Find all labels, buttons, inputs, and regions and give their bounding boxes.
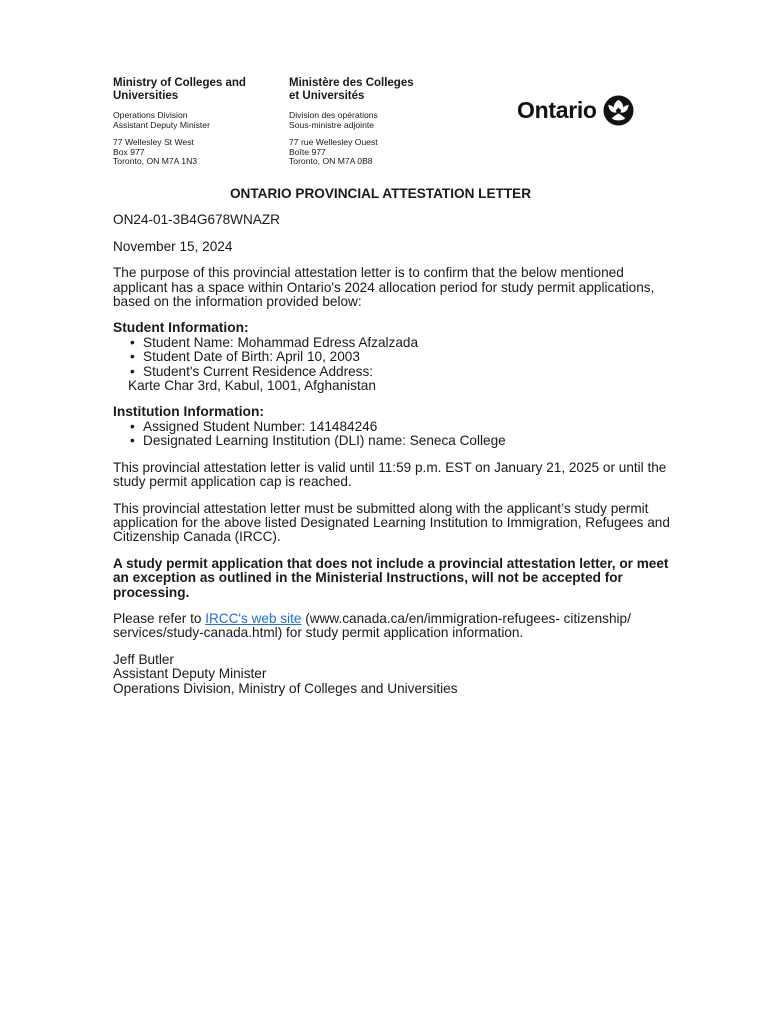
address-fr-line1: 77 rue Wellesley Ouest <box>289 137 378 148</box>
student-name-item: • Student Name: Mohammad Edress Afzalzada <box>130 336 673 350</box>
letter-title: ONTARIO PROVINCIAL ATTESTATION LETTER <box>229 186 532 201</box>
refer-paragraph <box>113 612 673 641</box>
ministry-name-fr-line1: Ministère des Colleges <box>289 77 414 89</box>
address-fr-line2: Boîte 977 <box>289 146 326 157</box>
division-en-line2: Assistant Deputy Minister <box>113 119 210 130</box>
letterhead-french <box>289 77 459 175</box>
ministry-name-fr <box>289 77 459 102</box>
ontario-logo-text: Ontario <box>517 97 597 123</box>
student-address-item: • Student's Current Residence Address: <box>130 365 673 379</box>
division-fr-line1: Division des opérations <box>289 110 378 120</box>
letter-body <box>113 187 673 696</box>
validity-paragraph: This provincial attestation letter is valid until 11:59 p.m. EST on January 21, 2025 or until the study permit application cap is reached. <box>113 459 667 490</box>
address-en-line2: Box 977 <box>113 146 145 157</box>
letterhead-english <box>113 77 283 175</box>
address-fr <box>289 138 459 167</box>
student-info-heading: Student Information: <box>113 320 249 336</box>
trillium-icon <box>603 95 634 126</box>
ministry-name-fr-line2: et Universités <box>289 89 365 102</box>
ministry-name-en-line1: Ministry of Colleges and <box>113 77 246 89</box>
ontario-logo <box>517 93 634 127</box>
ministry-name-en <box>113 77 283 102</box>
address-fr-line3: Toronto, ON M7A 0B8 <box>289 156 373 167</box>
refer-prefix: Please refer to <box>113 610 206 626</box>
ircc-website-link[interactable]: IRCC's web site <box>205 610 302 626</box>
reference-number: ON24-01-3B4G678WNAZR <box>113 212 280 228</box>
dli-name-item: • Designated Learning Institution (DLI) name: Seneca College <box>130 434 673 448</box>
purpose-paragraph: The purpose of this provincial attestation letter is to confirm that the below mentioned applicant has a space within Ontario's 2024 allocation period for study permit applications, based on the information provided below: <box>113 265 655 310</box>
institution-info-heading: Institution Information: <box>113 404 264 420</box>
student-info-list <box>113 336 673 394</box>
signatory-title: Assistant Deputy Minister <box>113 666 267 682</box>
signatory-department: Operations Division, Ministry of Colleges and Universities <box>113 680 458 696</box>
division-en-line1: Operations Division <box>113 110 188 120</box>
letterhead <box>113 77 653 177</box>
division-fr-line2: Sous-ministre adjointe <box>289 119 375 130</box>
letter-date: November 15, 2024 <box>113 238 233 254</box>
warning-paragraph: A study permit application that does not include a provincial attestation letter, or meet an exception as outlined in the Ministerial Instructions, will not be accepted for processing. <box>113 555 669 600</box>
submission-paragraph: This provincial attestation letter must be submitted along with the applicant’s study permit application for the above listed Designated Learning Institution to Immigration, Refugees and Citizenship Canada (IRCC). <box>113 500 670 545</box>
address-en-line3: Toronto, ON M7A 1N3 <box>113 156 198 167</box>
institution-info-list <box>113 420 673 449</box>
ministry-name-en-line2: Universities <box>113 89 179 102</box>
signature-block <box>113 653 673 696</box>
division-fr <box>289 111 459 130</box>
address-en <box>113 138 283 167</box>
student-number-item: • Assigned Student Number: 141484246 <box>130 420 673 434</box>
signatory-name: Jeff Butler <box>113 651 174 667</box>
student-dob-item: • Student Date of Birth: April 10, 2003 <box>130 350 673 364</box>
division-en <box>113 111 283 130</box>
refer-suffix: (www.canada.ca/en/immigration-refugees- citizenship/ services/study-canada.html) for study permit application information. <box>113 610 631 641</box>
address-en-line1: 77 Wellesley St West <box>113 137 194 148</box>
student-address-value: Karte Char 3rd, Kabul, 1001, Afghanistan <box>128 378 376 394</box>
